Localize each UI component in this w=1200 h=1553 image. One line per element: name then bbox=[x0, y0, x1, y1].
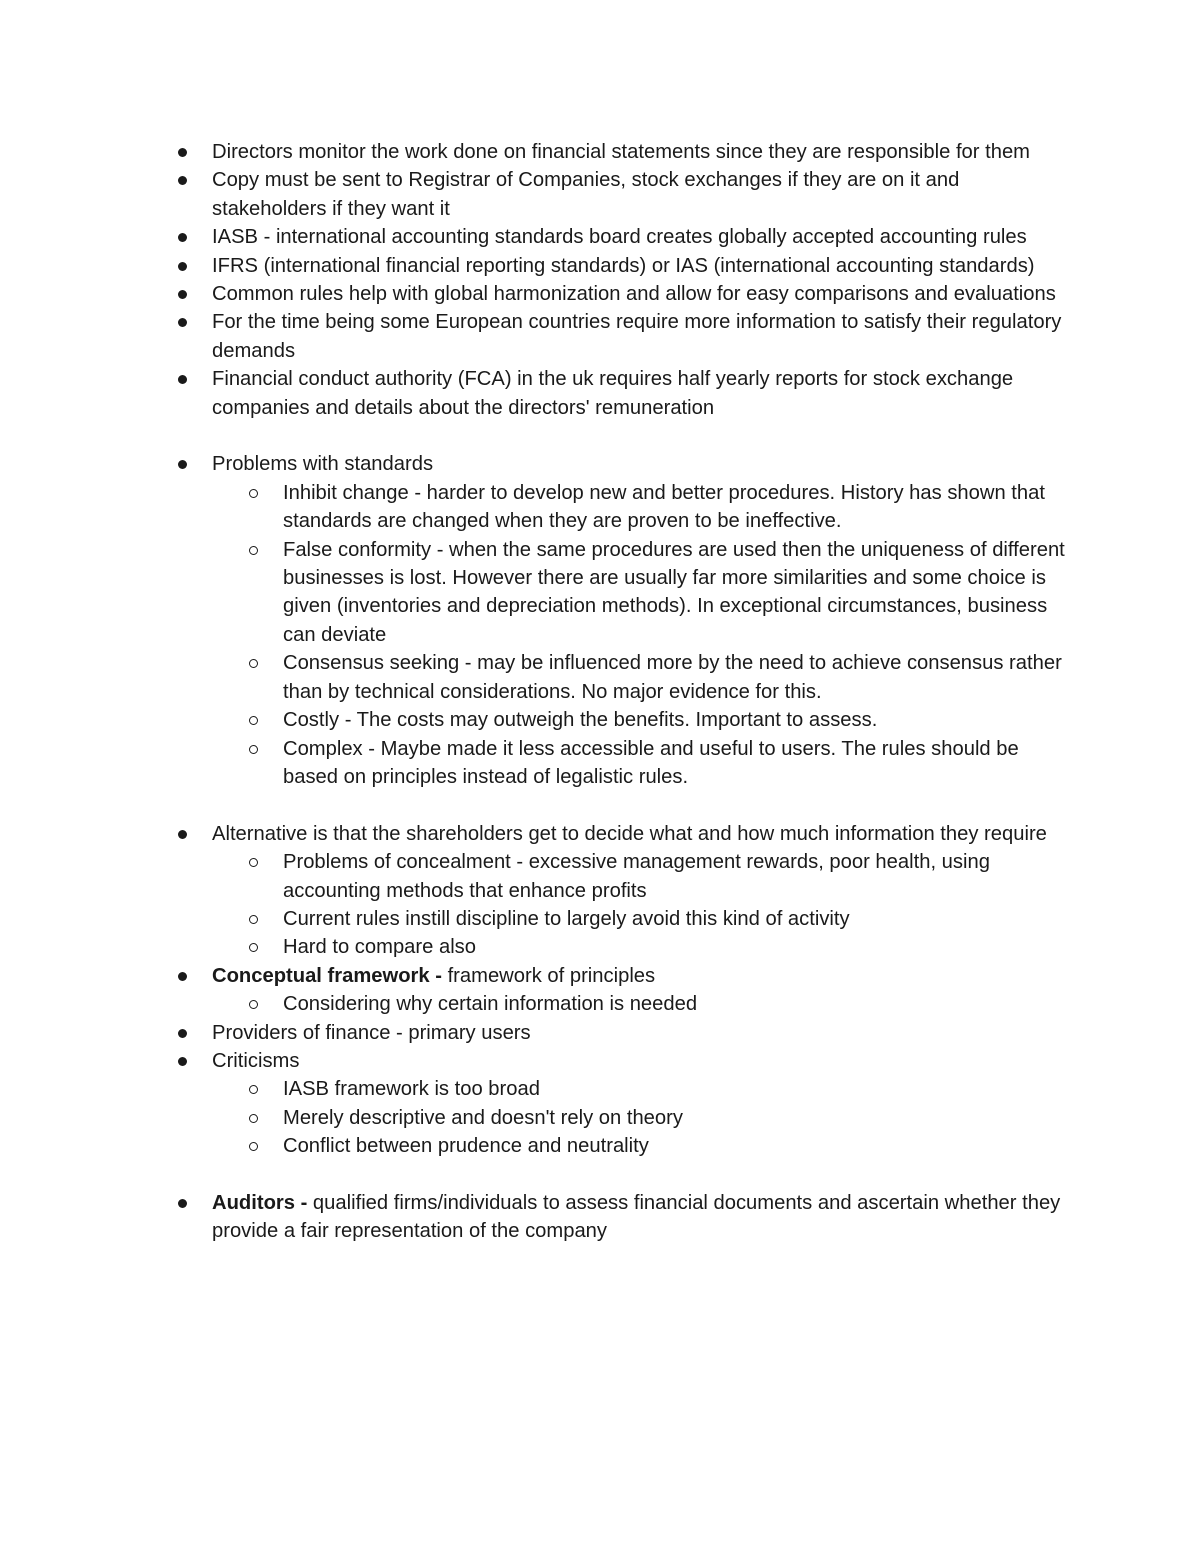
bullet-icon bbox=[178, 262, 187, 271]
list-item-text: Complex - Maybe made it less accessible and useful to users. The rules should be based on principles instead of legalistic rules. bbox=[283, 737, 1019, 788]
circle-bullet-icon bbox=[249, 1000, 258, 1009]
bullet-icon bbox=[178, 460, 187, 469]
sub-list-item bbox=[170, 848, 1070, 905]
sub-list-item bbox=[170, 706, 1070, 734]
bullet-icon bbox=[178, 375, 187, 384]
list-item-text: Directors monitor the work done on financial statements since they are responsible for them bbox=[212, 141, 1030, 163]
sub-list-item bbox=[170, 1075, 1070, 1103]
sub-list-item bbox=[170, 1132, 1070, 1160]
term-label: Conceptual framework - bbox=[212, 964, 442, 987]
blank-line bbox=[170, 422, 1070, 450]
list-item-text: framework of principles bbox=[441, 964, 656, 987]
list-item bbox=[170, 252, 1070, 280]
list-item bbox=[170, 308, 1070, 365]
circle-bullet-icon bbox=[249, 1114, 258, 1123]
sub-list-item bbox=[170, 1104, 1070, 1132]
circle-bullet-icon bbox=[249, 1142, 258, 1151]
list-item bbox=[170, 166, 1070, 223]
bullet-icon bbox=[178, 290, 187, 299]
list-item-text: Problems of concealment - excessive management rewards, poor health, using accounting methods that enhance profits bbox=[283, 851, 990, 902]
bullet-icon bbox=[178, 972, 187, 981]
list-item bbox=[170, 365, 1070, 422]
bullet-icon bbox=[178, 148, 187, 157]
bullet-icon bbox=[178, 233, 187, 242]
list-item-text: False conformity - when the same procedures are used then the uniqueness of different businesses is lost. However there are usually far more similarities and some choice is given (inventories and depreciation methods). In exceptional circumstances, business can deviate bbox=[283, 538, 1065, 646]
sub-list-item bbox=[170, 735, 1070, 792]
circle-bullet-icon bbox=[249, 546, 258, 555]
sub-list-item bbox=[170, 933, 1070, 961]
list-item-text: Costly - The costs may outweigh the benefits. Important to assess. bbox=[283, 709, 878, 732]
circle-bullet-icon bbox=[249, 489, 258, 498]
sub-list-item bbox=[170, 479, 1070, 536]
list-item-text: Common rules help with global harmonization and allow for easy comparisons and evaluations bbox=[212, 283, 1056, 306]
list-item-text: Inhibit change - harder to develop new and better procedures. History has shown that standards are changed when they are proven to be ineffective. bbox=[283, 481, 1045, 533]
list-item-text: Merely descriptive and doesn't rely on theory bbox=[283, 1106, 683, 1129]
list-item-text: Providers of finance - primary users bbox=[212, 1021, 531, 1044]
list-item-text: IFRS (international financial reporting standards) or IAS (international accounting standards) bbox=[212, 254, 1035, 277]
list-item-text: Consensus seeking - may be influenced more by the need to achieve consensus rather than by technical considerations. No major evidence for this. bbox=[283, 652, 1062, 703]
list-item-text: qualified firms/individuals to assess financial documents and ascertain whether they provide a fair representation of the company bbox=[212, 1191, 1061, 1243]
term-label: Auditors - bbox=[212, 1191, 308, 1214]
list-item bbox=[170, 280, 1070, 308]
circle-bullet-icon bbox=[249, 943, 258, 952]
list-item bbox=[170, 450, 1070, 478]
list-item-text: Copy must be sent to Registrar of Companies, stock exchanges if they are on it and stakeholders if they want it bbox=[212, 169, 960, 220]
sub-list-item bbox=[170, 536, 1070, 650]
list-item bbox=[170, 1189, 1070, 1246]
circle-bullet-icon bbox=[249, 1085, 258, 1094]
bullet-icon bbox=[178, 176, 187, 185]
list-item bbox=[170, 820, 1070, 848]
list-item-text: For the time being some European countries require more information to satisfy their regulatory demands bbox=[212, 311, 1062, 362]
bullet-icon bbox=[178, 1057, 187, 1066]
list-item bbox=[170, 138, 1070, 166]
circle-bullet-icon bbox=[249, 915, 258, 924]
list-item-text: Criticisms bbox=[212, 1049, 300, 1072]
list-item-text: Financial conduct authority (FCA) in the uk requires half yearly reports for stock exchange companies and details about the directors' remuneration bbox=[212, 368, 1014, 419]
bullet-icon bbox=[178, 1029, 187, 1038]
sub-list-item bbox=[170, 990, 1070, 1018]
list-item bbox=[170, 962, 1070, 990]
blank-line bbox=[170, 1161, 1070, 1189]
blank-line bbox=[170, 791, 1070, 819]
bullet-icon bbox=[178, 830, 187, 839]
list-item bbox=[170, 223, 1070, 251]
sub-list-item bbox=[170, 649, 1070, 706]
list-item-text: Hard to compare also bbox=[283, 936, 476, 959]
circle-bullet-icon bbox=[249, 716, 258, 725]
sub-list-item bbox=[170, 905, 1070, 933]
list-item-text: IASB - international accounting standards board creates globally accepted accounting rules bbox=[212, 226, 1027, 249]
list-item-text: Considering why certain information is needed bbox=[283, 993, 698, 1016]
list-item bbox=[170, 1047, 1070, 1075]
list-item-text: Current rules instill discipline to largely avoid this kind of activity bbox=[283, 907, 850, 930]
bullet-icon bbox=[178, 1199, 187, 1208]
bullet-icon bbox=[178, 318, 187, 327]
list-item-text: Conflict between prudence and neutrality bbox=[283, 1135, 649, 1158]
circle-bullet-icon bbox=[249, 858, 258, 867]
list-item bbox=[170, 1019, 1070, 1047]
list-item-text: Problems with standards bbox=[212, 453, 434, 476]
circle-bullet-icon bbox=[249, 659, 258, 668]
list-item-text: IASB framework is too broad bbox=[283, 1078, 540, 1101]
list-item-text: Alternative is that the shareholders get to decide what and how much information they require bbox=[212, 822, 1047, 845]
bullet-list bbox=[170, 138, 1070, 1246]
circle-bullet-icon bbox=[249, 745, 258, 754]
